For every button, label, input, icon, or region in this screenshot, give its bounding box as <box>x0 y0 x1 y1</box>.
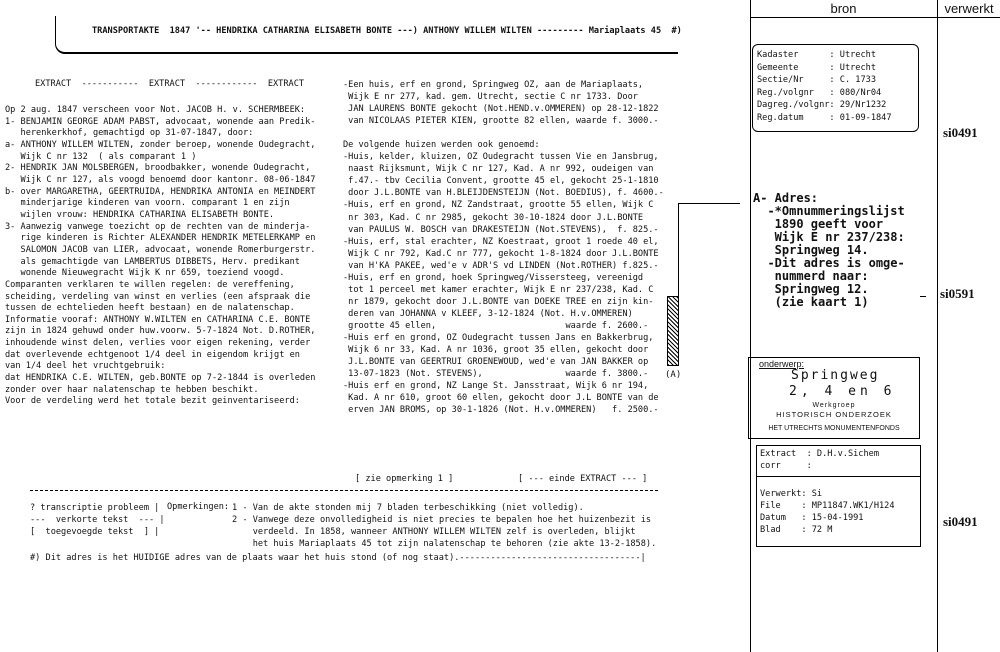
onderwerp-stamp <box>748 357 920 439</box>
right-text-line: De volgende huizen werden ook genoemd: <box>343 140 540 151</box>
right-text-line: van H'KA PAKEE, wed'e v ADR'S vd LINDEN (Not.ROTHER) f.825.- <box>343 260 659 271</box>
right-text-line: -Huis, kelder, kluizen, OZ Oudegracht tussen Vie en Jansbrug, <box>343 152 659 163</box>
right-text-line: -Een huis, erf en grond, Springweg OZ, aan de Mariaplaats, <box>343 80 644 90</box>
right-text-line: nr 303, Kad. C nr 2985, gekocht 30-10-1824 door J.L.BONTE <box>343 212 644 223</box>
right-text-line: erven JAN BROMS, op 30-1-1826 (Not. H.v.OMMEREN) f. 2500.- <box>343 405 659 416</box>
remark-line: verdeeld. In 1858, wanneer ANTHONY WILLEM WILTEN zelf is overleden, blijkt <box>232 527 636 537</box>
right-text-line: -Huis erf en grond, NZ Lange St. Jansstraat, Wijk 6 nr 194, <box>343 381 649 392</box>
left-text-line: zonder over haar nalatenschap te hebben beschikt. <box>5 384 259 395</box>
verwerkt-info-line: Blad : 72 M <box>760 525 833 535</box>
left-text-line: dat HENDRIKA C.E. WILTEN, geb.BONTE op 7-2-1844 is overleden <box>5 373 316 384</box>
opmerkingen-label: Opmerkingen: <box>167 502 230 512</box>
kadaster-lines <box>757 49 892 124</box>
adres-line: Springweg 12. <box>753 282 869 296</box>
right-text-line: tot 1 perceel met kamer erachter, Wijk E nr 237/238, Kad. C <box>343 284 654 295</box>
extract-info-line: corr : <box>760 461 812 471</box>
right-text-line: grootte 45 ellen, waarde f. 2600.- <box>343 320 649 331</box>
left-text-line: dat overlevende echtgenoot 1/4 deel in eigendom krijgt en <box>5 349 300 360</box>
right-text-line: Wijk E nr 277, kad. gem. Utrecht, sectie C nr 1733. Door <box>343 92 638 103</box>
right-text-column <box>343 79 664 416</box>
right-text-line: 13-07-1823 (Not. STEVENS), waarde f. 3800.- <box>343 369 649 380</box>
right-text-line: nr 1879, gekocht door J.L.BONTE van DOEKE TREE en zijn kin- <box>343 296 654 307</box>
kadaster-line: Dagreg./volgnr: 29/Nr1232 <box>757 100 887 110</box>
organization-name: HET UTRECHTS MONUMENTENFONDS <box>768 425 900 432</box>
left-text-line: als gemachtigde van LAMBERTUS DIBBETS, Herv. predikant <box>5 256 300 267</box>
left-text-line: minderjarige kinderen van voorn. comparant 1 en zijn <box>5 198 290 209</box>
adres-line: nummerd naar: <box>753 269 869 283</box>
right-text-line: J.L.BONTE van GEERTRUI GROENEWOUD, wed'e van JAN BAKKER op <box>343 357 649 368</box>
right-text-line: naast Rijksmunt, Wijk C nr 127, Kad. A nr 992, oudeigen van <box>343 164 654 175</box>
left-text-line: scheiding, verdeling van winst en verlies (een afspraak die <box>5 291 311 302</box>
left-text-line: herenkerkhof, gemachtigd op 31-07-1847, door: <box>5 128 254 139</box>
left-text-line: tussen de echtelieden heeft bestaan) en de nalatenschap. <box>5 303 295 314</box>
right-text-line: Wijk C nr 792, Kad.C nr 777, gekocht 1-8-1824 door J.L.BONTE <box>343 248 659 259</box>
left-text-line: b- over MARGARETHA, GEERTRUIDA, HENDRIKA ANTONIA en MEINDERT <box>5 186 316 197</box>
kadaster-line: Reg.datum : 01-09-1847 <box>757 112 892 123</box>
verwerkt-code-3: si0491 <box>943 514 978 529</box>
right-text-line: -Huis erf en grond, OZ Oudegracht tussen Jans en Bakkerbrug, <box>343 332 654 343</box>
left-text-line: zijn in 1824 gehuwd onder huw.voorw. 5-7-1824 Not. D.ROTHER, <box>5 326 316 337</box>
right-text-line: f.47.- tbv Cecilia Convent, grootte 45 el, gekocht 25-1-1810 <box>343 176 659 187</box>
right-text-line <box>343 127 664 139</box>
right-text-line: van PAULUS W. BOSCH van DRAKESTEIJN (Not.STEVENS), f. 825.- <box>343 224 659 235</box>
right-text-line: Wijk 6 nr 33, Kad. A nr 1036, groot 35 ellen, gekocht door <box>343 345 649 356</box>
right-text-line: door J.L.BONTE van H.BLEIJDENSTEIJN (Not. BOEDIUS), f. 4600.- <box>343 188 664 199</box>
left-text-line: 2- HENDRIK JAN MOLSBERGEN, broodbakker, wonende Oudegracht, <box>5 163 311 174</box>
left-text-column <box>5 105 315 408</box>
left-text-line: wijlen vrouw: HENDRIKA CATHARINA ELISABETH BONTE. <box>5 209 275 220</box>
extract-info-line: Extract : D.H.v.Sichem <box>760 449 879 459</box>
left-text-line: Op 2 aug. 1847 verscheen voor Not. JACOB H. v. SCHERMBEEK: <box>5 105 306 115</box>
right-text-line: deren van JOHANNA v KLEEF, 3-12-1824 (Not. H.v.OMMEREN) <box>343 308 633 319</box>
adres-line: -*Omnummeringslijst <box>753 204 905 218</box>
footer-note: #) Dit adres is het HUIDIGE adres van de plaats waar het huis stond (of nog staat).-----------------------------------| <box>30 553 646 563</box>
remark-line: het huis Mariaplaats 45 tot zijn nalatenschap te behoren (zie akte 13-2-1858). <box>232 539 657 549</box>
right-text-line: -Huis, erf, stal erachter, NZ Koestraat, groot 1 roede 40 el, <box>343 236 659 247</box>
onderwerp-line1: Springweg <box>791 368 880 383</box>
left-text-line: Wijk C nr 127, als voogd benoemd door kantonr. 08-06-1847 <box>5 174 316 185</box>
marker-a: (A) <box>665 370 682 380</box>
right-text-line: -Huis, erf en grond, NZ Zandstraat, grootte 55 ellen, Wijk C <box>343 200 654 211</box>
adres-line: Springweg 14. <box>753 243 869 257</box>
adres-line: -Dit adres is omge- <box>753 256 905 270</box>
bron-header: bron <box>830 1 857 16</box>
verwerkt-info-line: Verwerkt: Si <box>760 489 823 499</box>
adres-block <box>753 192 905 309</box>
einde-extract: [ --- einde EXTRACT --- ] <box>518 474 648 484</box>
address-bracket <box>678 203 740 204</box>
footer-remarks <box>232 502 656 550</box>
verwerkt-info-line: Datum : 15-04-1991 <box>760 513 864 523</box>
right-text-line: JAN LAURENS BONTE gekocht (Not.HEND.v.OMMEREN) op 28-12-1822 <box>343 104 659 115</box>
werkgroep-label: Werkgroep <box>812 402 856 409</box>
left-text-line: a- ANTHONY WILLEM WILTEN, zonder beroep, wonende Oudegracht, <box>5 139 316 150</box>
left-text-line: Comparanten verklaren te willen regelen: de vereffening, <box>5 279 295 290</box>
zie-opmerking: [ zie opmerking 1 ] <box>355 474 454 484</box>
hatched-bar <box>667 296 679 366</box>
left-text-line: Voor de verdeling werd het totale bezit geinventariseerd: <box>5 396 300 407</box>
kadaster-line: Kadaster : Utrecht <box>757 50 876 60</box>
verwerkt-code-2: si0591 <box>940 286 975 301</box>
left-text-line: SALOMON JACOB van LIER, advocaat, wonende Romerburgerstr. <box>5 244 316 255</box>
left-text-line: 3- Aanwezig vanwege toezicht op de rechten van de minderja- <box>5 221 311 232</box>
header-rule <box>750 17 1000 18</box>
onderwerp-line2: 2, 4 en 6 <box>789 384 896 399</box>
legend-line: --- verkorte tekst --- | <box>30 515 165 525</box>
left-text-line: van 1/4 deel het vruchtgebruik: <box>5 361 166 372</box>
left-text-line: inhoudende winst delen, verlies voor eigen rekening, verder <box>5 338 311 349</box>
extract-info <box>760 448 879 472</box>
kadaster-line: Reg./volgnr : 080/Nr04 <box>757 87 882 98</box>
werkgroep-name: HISTORISCH ONDERZOEK <box>776 410 892 419</box>
footer-dashed-rule <box>30 490 658 491</box>
left-text-line: wonende Nieuwegracht Wijk K nr 659, toeziend voogd. <box>5 268 285 279</box>
bron-left-line <box>750 0 751 652</box>
verwerkt-info <box>760 488 895 536</box>
legend-line: ? transcriptie probleem | <box>30 503 160 513</box>
adres-dash <box>920 296 926 297</box>
adres-line: 1890 geeft voor <box>753 217 884 231</box>
document-title: TRANSPORTAKTE 1847 '-- HENDRIKA CATHARINA ELISABETH BONTE ---) ANTHONY WILLEM WILTEN --------- Mariaplaats 45 #) <box>92 26 682 36</box>
left-text-line: Wijk C nr 132 ( als comparant 1 ) <box>5 151 197 162</box>
remark-line: 2 - Vanwege deze onvolledigheid is niet precies te bepalen hoe het huizenbezit is <box>232 515 652 525</box>
left-text-line: Informatie vooraf: ANTHONY W.WILTEN en CATHARINA C.E. BONTE <box>5 314 311 325</box>
legend-line: [ toegevoegde tekst ] | <box>30 527 160 537</box>
onderwerp-label: onderwerp: <box>759 359 805 369</box>
right-text-line: van NICOLAAS PIETER KIEN, grootte 82 ellen, waarde f. 3000.- <box>343 116 659 127</box>
kadaster-line: Sectie/Nr : C. 1733 <box>757 75 876 85</box>
kadaster-line: Gemeente : Utrecht <box>757 62 876 73</box>
left-text-line: 1- BENJAMIN GEORGE ADAM PABST, advocaat, wonende aan Predik- <box>5 116 316 127</box>
remark-line: 1 - Van de akte stonden mij 7 bladen terbeschikking (niet volledig). <box>232 503 584 513</box>
verwerkt-code-1: si0491 <box>943 125 978 140</box>
verwerkt-left-line <box>937 0 938 652</box>
extract-header: EXTRACT ----------- EXTRACT ------------ EXTRACT <box>35 79 305 89</box>
right-text-line: Kad. A nr 610, groot 60 ellen, gekocht door J.L BONTE van de <box>343 393 659 404</box>
verwerking-divider <box>757 476 920 477</box>
left-text-line: rige kinderen is Richter ALEXANDER HENDRIK METELERKAMP en <box>5 233 316 244</box>
right-text-line: -Huis, erf en grond, hoek Springweg/Vissersteeg, vereenigd <box>343 272 644 283</box>
verwerkt-header: verwerkt <box>944 1 994 16</box>
adres-line: (zie kaart 1) <box>753 295 869 309</box>
adres-line: Wijk E nr 237/238: <box>753 230 905 244</box>
adres-line: A- Adres: <box>753 191 819 205</box>
verwerkt-info-line: File : MP11847.WK1/H124 <box>760 501 895 511</box>
footer-legend <box>30 502 165 538</box>
